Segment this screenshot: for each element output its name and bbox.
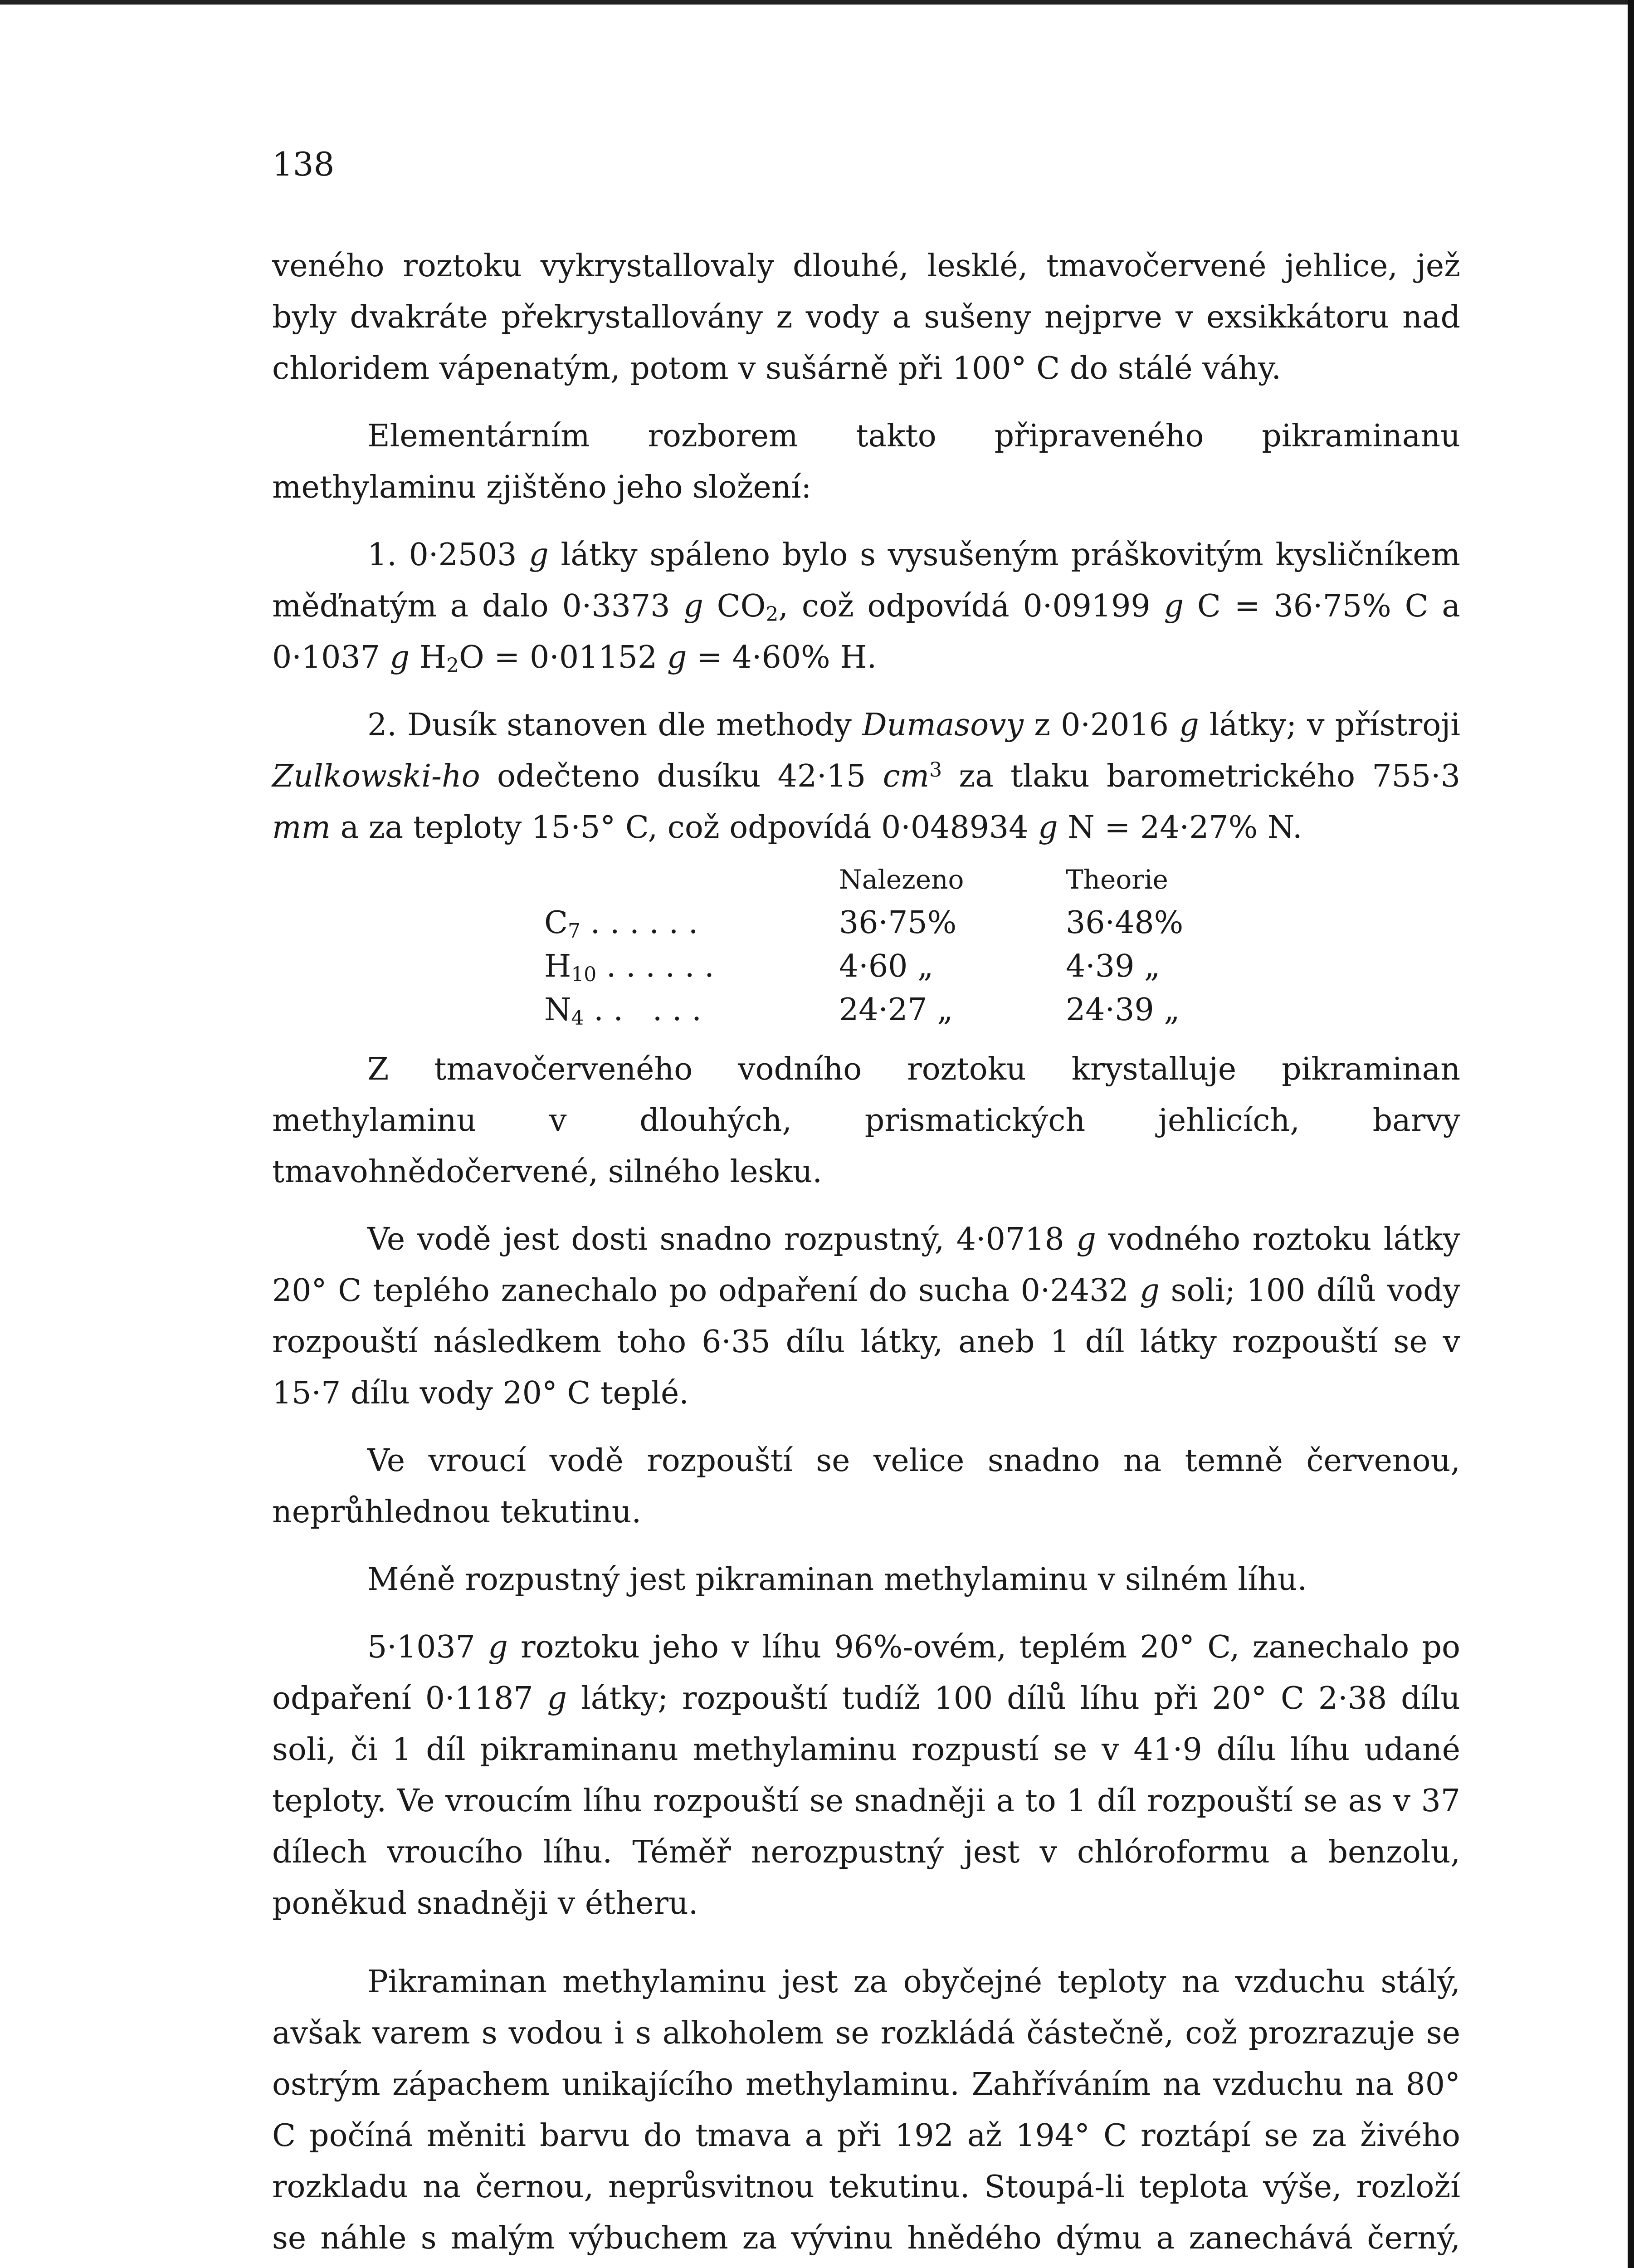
paragraph-boiling-water: Ve vroucí vodě rozpouští se velice snadno na temně červenou, neprůhlednou tekutinu.: [272, 1443, 1460, 1530]
paragraph-1: veného roztoku vykrystallovaly dlouhé, lesklé, tmavočervené jehlice, jež byly dvakráte překrystallovány z vody a sušeny nejprve v exsikkátoru nad chloridem vápenatým, potom v sušárně při 100° C do stálé váhy.: [272, 248, 1460, 386]
header-theory: Theorie: [1066, 864, 1168, 895]
header-found: Nalezeno: [839, 864, 964, 895]
paragraph-alcohol: Méně rozpustný jest pikraminan methylaminu v silném líhu.: [367, 1562, 1307, 1598]
paragraph-combustion: 1. 0·2503 g látky spáleno bylo s vysušeným práškovitým kysličníkem měďnatým a dalo 0·3373 g $CO_2$, což odpovídá 0·09199 g C = 36·75% C a 0·1037 g $H_2O = 0\cdot 01152$ g = 4·60% H.: [272, 537, 1460, 677]
table-row: $C_7$ . . . . . . 36·75% 36·48%: [544, 901, 1293, 945]
found-value: 4·60 „: [839, 948, 934, 984]
scan-top-edge: [0, 0, 1634, 5]
theory-value: 4·39 „: [1066, 948, 1161, 984]
paragraph-crystals: Z tmavočerveného vodního roztoku krystalluje pikraminan methylaminu v dlouhých, prismatických jehlicích, barvy tmavohnědočervené, silného lesku.: [272, 1051, 1460, 1190]
theory-value: 24·39 „: [1066, 992, 1180, 1028]
theory-value: 36·48%: [1066, 905, 1184, 941]
page-body: [272, 240, 1460, 2268]
table-row: $H_{10}$ . . . . . . 4·60 „ 4·39 „: [544, 945, 1293, 988]
page-number: 138: [272, 145, 335, 183]
results-table: [544, 858, 1293, 1032]
table-row: $N_4$ . . . . . 24·27 „ 24·39 „: [544, 988, 1293, 1032]
paragraph-2: Elementárním rozborem takto připraveného pikraminanu methylaminu zjištěno jeho složení:: [272, 418, 1460, 505]
found-value: 24·27 „: [839, 992, 953, 1028]
results-header: [544, 858, 1293, 901]
found-value: 36·75%: [839, 905, 957, 941]
scan-right-edge: [1628, 0, 1634, 2268]
paragraph-alcohol-solubility: 5·1037 g roztoku jeho v líhu 96%-ovém, teplém 20° C, zanechalo po odpaření 0·1187 g látky; rozpouští tudíž 100 dílů líhu při 20° C 2·38 dílu soli, či 1 díl pikraminanu methylaminu rozpustí se v 41·9 dílu líhu udané teploty. Ve vroucím líhu rozpouští se snadněji a to 1 díl rozpouští se as v 37 dílech vroucího líhu. Téměř nerozpustný jest v chlóroformu a benzolu, poněkud snadněji v étheru.: [272, 1629, 1460, 1921]
paragraph-nitrogen: 2. Dusík stanoven dle methody Dumasovy z 0·2016 g látky; v přístroji Zulkowski-ho odečteno dusíku 42·15 $cm^3$ za tlaku barometrického 755·3 mm a za teploty 15·5° C, což odpovídá 0·048934 g N = 24·27% N.: [272, 707, 1461, 846]
paragraph-stability: Pikraminan methylaminu jest za obyčejné teploty na vzduchu stálý, avšak varem s vodou i s alkoholem se rozkládá částečně, což prozrazuje se ostrým zápachem unikajícího methylaminu. Zahříváním na vzduchu na 80° C počíná měniti barvu do tmava a při 192 až 194° C roztápí se za živého rozkladu na černou, neprůsvitnou tekutinu. Stoupá-li teplota výše, rozloží se náhle s malým výbuchem za vývinu hnědého dýmu a zanechává černý,: [272, 1964, 1460, 2256]
paragraph-water-solubility: Ve vodě jest dosti snadno rozpustný, 4·0718 g vodného roztoku látky 20° C teplého zanechalo po odpaření do sucha 0·2432 g soli; 100 dílů vody rozpouští následkem toho 6·35 dílu látky, aneb 1 díl látky rozpouští se v 15·7 dílu vody 20° C teplé.: [272, 1222, 1461, 1411]
